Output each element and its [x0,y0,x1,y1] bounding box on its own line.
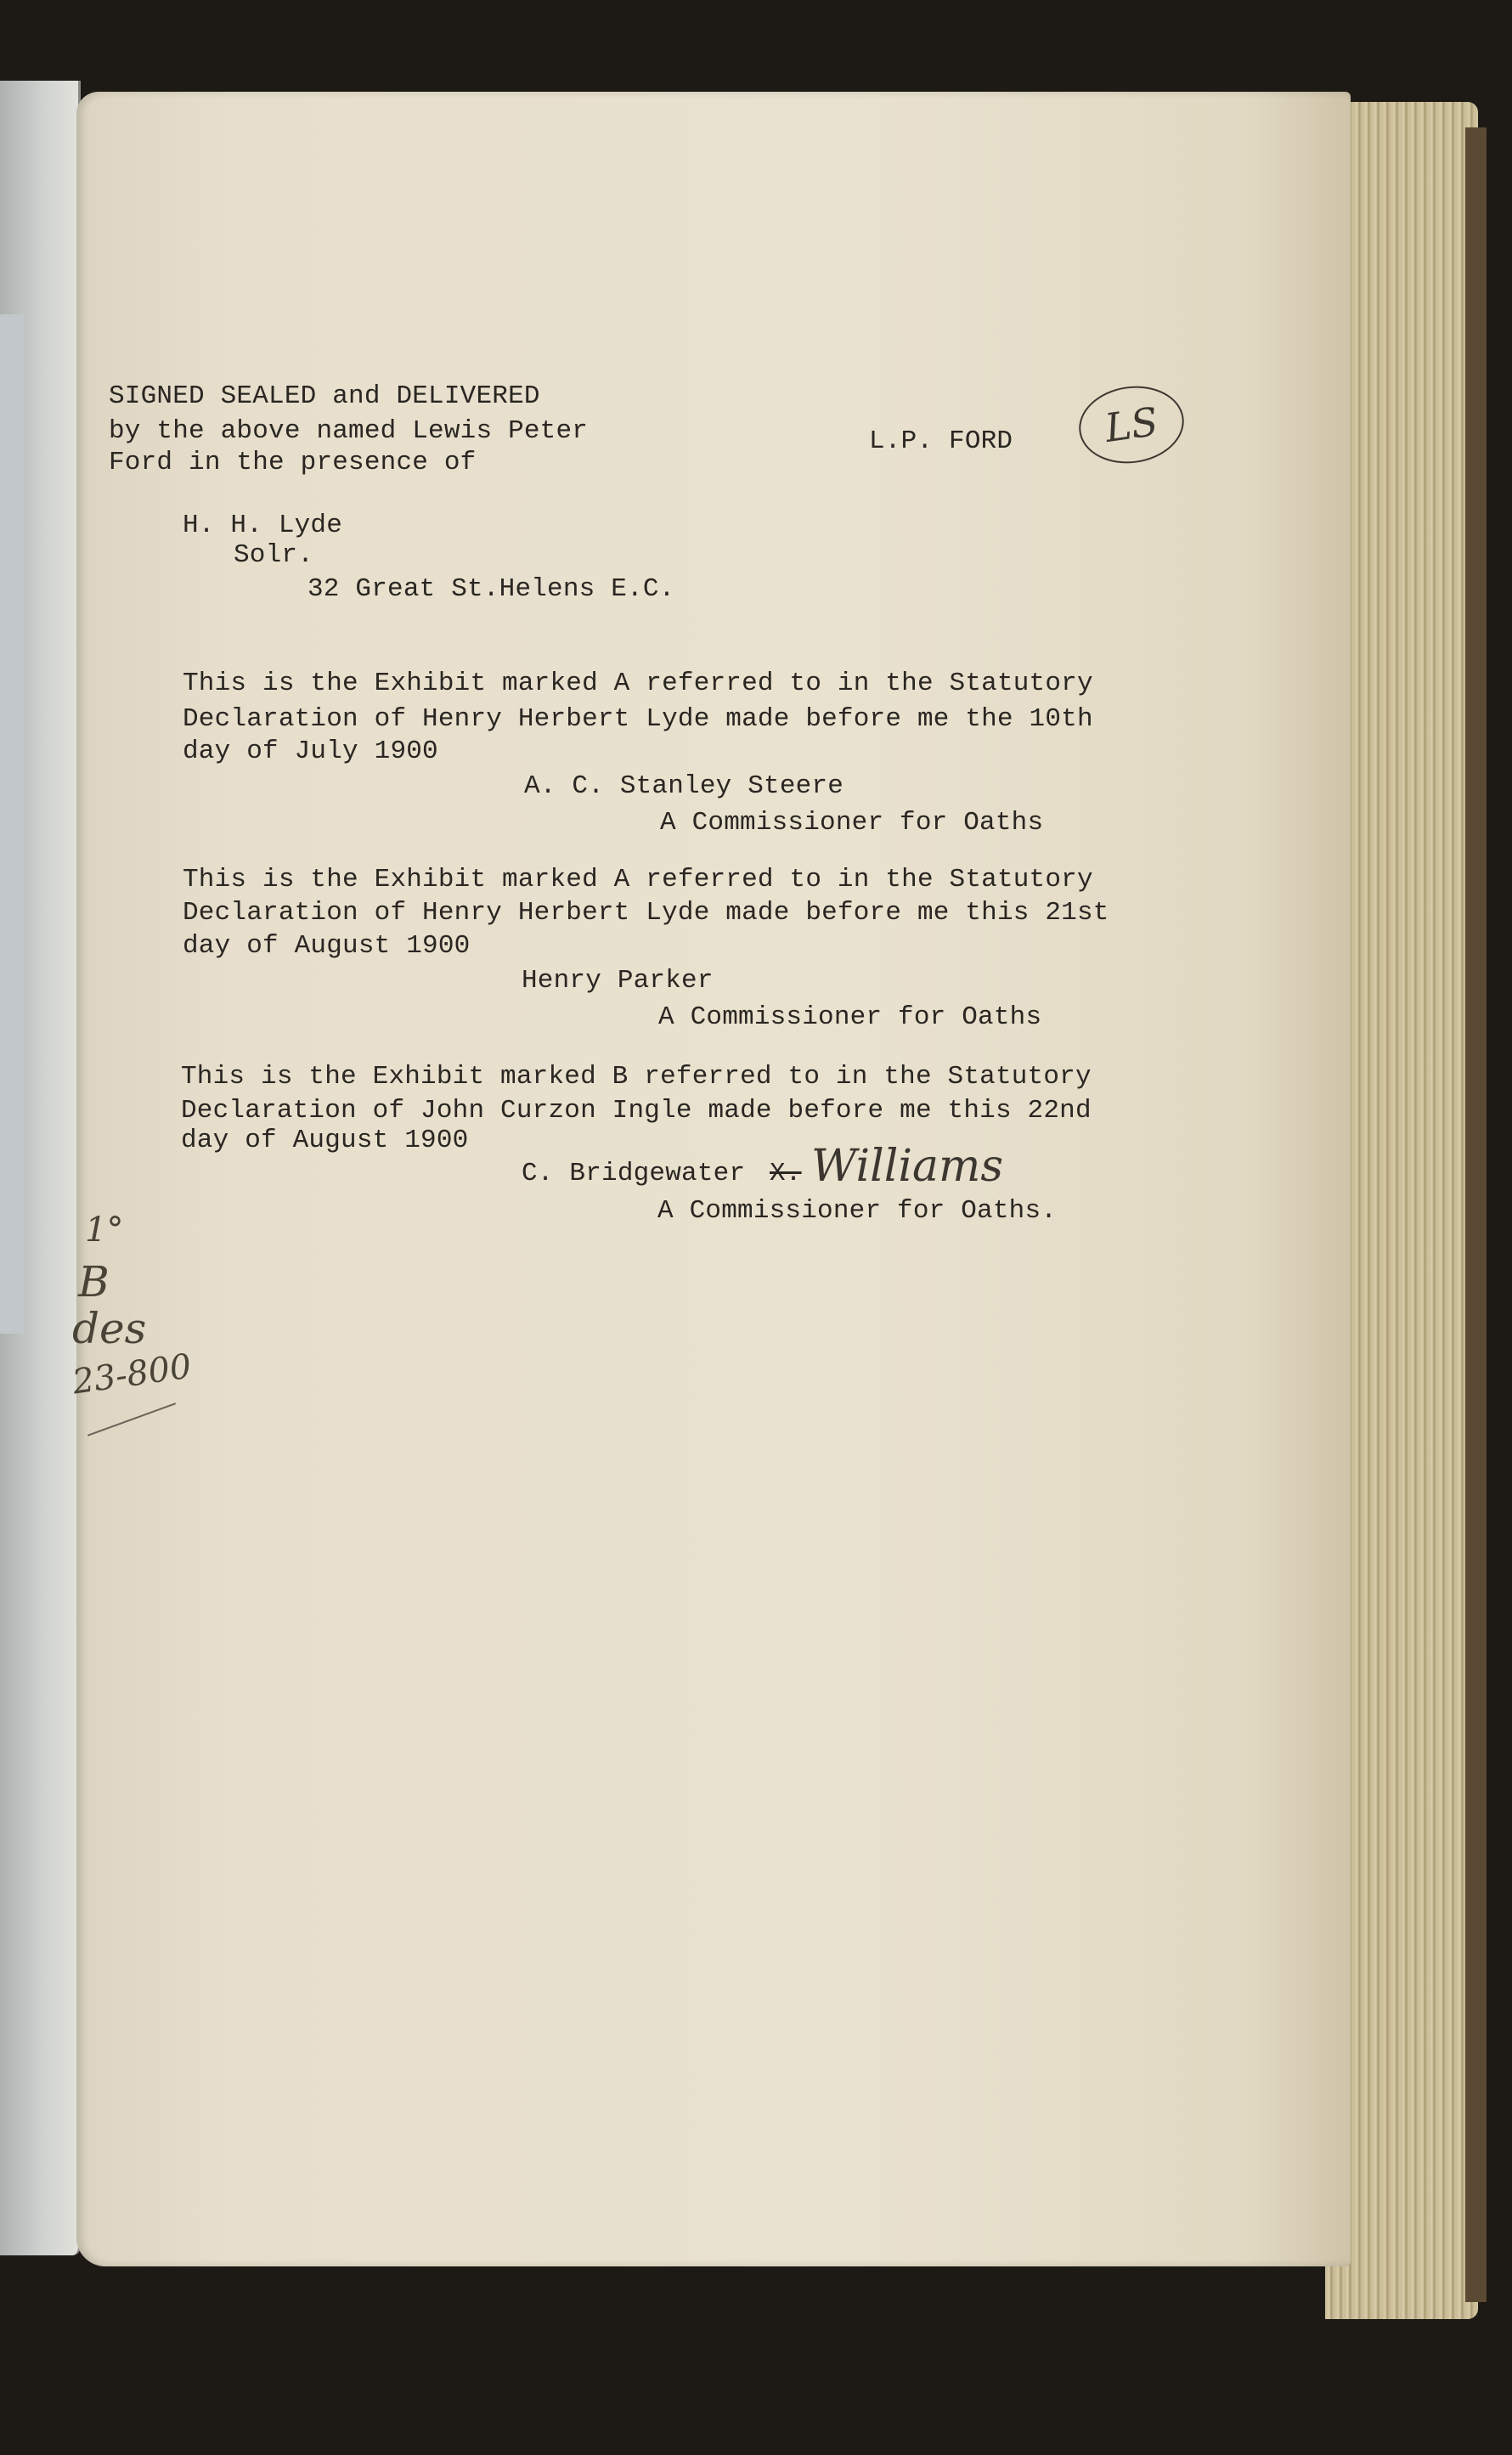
exhibit-1-line-1: This is the Exhibit marked A referred to in the Statutory [183,669,1093,698]
attestation-line-2: by the above named Lewis Peter [109,416,589,446]
witness-address: 32 Great St.Helens E.C. [307,574,675,604]
binding-edge [1465,127,1487,2302]
exhibit-2-line-2: Declaration of Henry Herbert Lyde made before me this 21st [183,898,1109,928]
margin-note-line-1: 1° [85,1211,124,1250]
attestation-line-3: Ford in the presence of [109,448,477,477]
exhibit-3-commissioner: C. Bridgewater [522,1159,746,1188]
exhibit-3-struck-initial: X. [770,1159,802,1188]
margin-note-line-2: B [78,1257,110,1307]
exhibit-3-role: A Commissioner for Oaths. [657,1196,1058,1226]
exhibit-3-handwritten-correction: Williams [811,1141,1004,1192]
exhibit-1-line-2: Declaration of Henry Herbert Lyde made before me the 10th [183,704,1093,734]
left-page-label-strip [0,314,24,1334]
margin-note-line-3: des [72,1304,147,1353]
exhibit-1-line-3: day of July 1900 [183,736,438,766]
exhibit-3-line-3: day of August 1900 [181,1126,469,1155]
margin-note-line-4: 23-800 [70,1346,195,1402]
attestation-line-1: SIGNED SEALED and DELIVERED [109,381,540,411]
signatory-name: L.P. FORD [869,426,1013,456]
exhibit-2-line-1: This is the Exhibit marked A referred to in the Statutory [183,865,1093,895]
witness-title: Solr. [234,540,314,570]
exhibit-1-role: A Commissioner for Oaths [660,808,1044,838]
exhibit-1-commissioner: A. C. Stanley Steere [524,771,844,801]
exhibit-3-line-2: Declaration of John Curzon Ingle made before me this 22nd [181,1096,1092,1126]
witness-name: H. H. Lyde [183,511,343,540]
exhibit-2-line-3: day of August 1900 [183,931,471,961]
exhibit-2-commissioner: Henry Parker [522,966,714,996]
seal-mark: LS [1074,380,1188,470]
exhibit-3-line-1: This is the Exhibit marked B referred to in the Statutory [181,1062,1092,1092]
exhibit-2-role: A Commissioner for Oaths [658,1002,1042,1032]
